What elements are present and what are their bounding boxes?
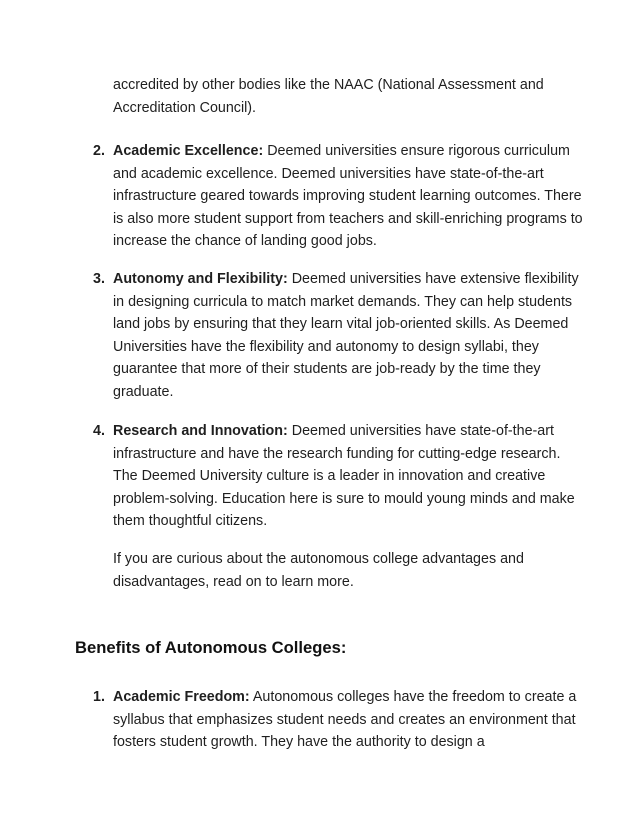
list-item-autonomy-flexibility bbox=[93, 268, 583, 404]
list-item-text: Deemed universities ensure rigorous curriculum and academic excellence. Deemed universities have state-of-the-art infrastructure geared towards improving student learning outcomes. There is also more student support from teachers and skill-enriching programs to increase the chance of landing good jobs. bbox=[113, 143, 583, 250]
list-item-academic-excellence bbox=[93, 140, 583, 253]
list-item-title: Research and Innovation: bbox=[113, 423, 288, 439]
list-number: 1. bbox=[93, 689, 105, 705]
list-item-title: Academic Freedom: bbox=[113, 689, 250, 705]
list-number: 3. bbox=[93, 271, 105, 287]
list-item-text: Autonomous colleges have the freedom to create a syllabus that emphasizes student needs and creates an environment that fosters student growth. They have the authority to design a bbox=[113, 689, 577, 751]
list-item-text: Deemed universities have state-of-the-art infrastructure and have the research funding for cutting-edge research. The Deemed University culture is a leader in innovation and creative problem-solving. Education here is sure to mould young minds and make them thoughtful citizens. bbox=[113, 423, 575, 530]
list-item-academic-freedom bbox=[93, 686, 583, 754]
list-number: 4. bbox=[93, 423, 105, 439]
list-number: 2. bbox=[93, 143, 105, 159]
section-heading: Benefits of Autonomous Colleges: bbox=[75, 638, 347, 657]
list-item-research-innovation bbox=[93, 420, 583, 533]
transition-paragraph: If you are curious about the autonomous college advantages and disadvantages, read on to learn more. bbox=[113, 551, 524, 590]
list-item-title: Autonomy and Flexibility: bbox=[113, 271, 288, 287]
list-item-text: Deemed universities have extensive flexibility in designing curricula to match market demands. They can help students land jobs by ensuring that they learn vital job-oriented skills. As Deemed Universities have the flexibility and autonomy to design syllabi, they guarantee that more of their students are job-ready by the time they graduate. bbox=[113, 271, 579, 400]
list-item-title: Academic Excellence: bbox=[113, 143, 264, 159]
intro-paragraph: accredited by other bodies like the NAAC (National Assessment and Accreditation Council). bbox=[113, 77, 544, 116]
